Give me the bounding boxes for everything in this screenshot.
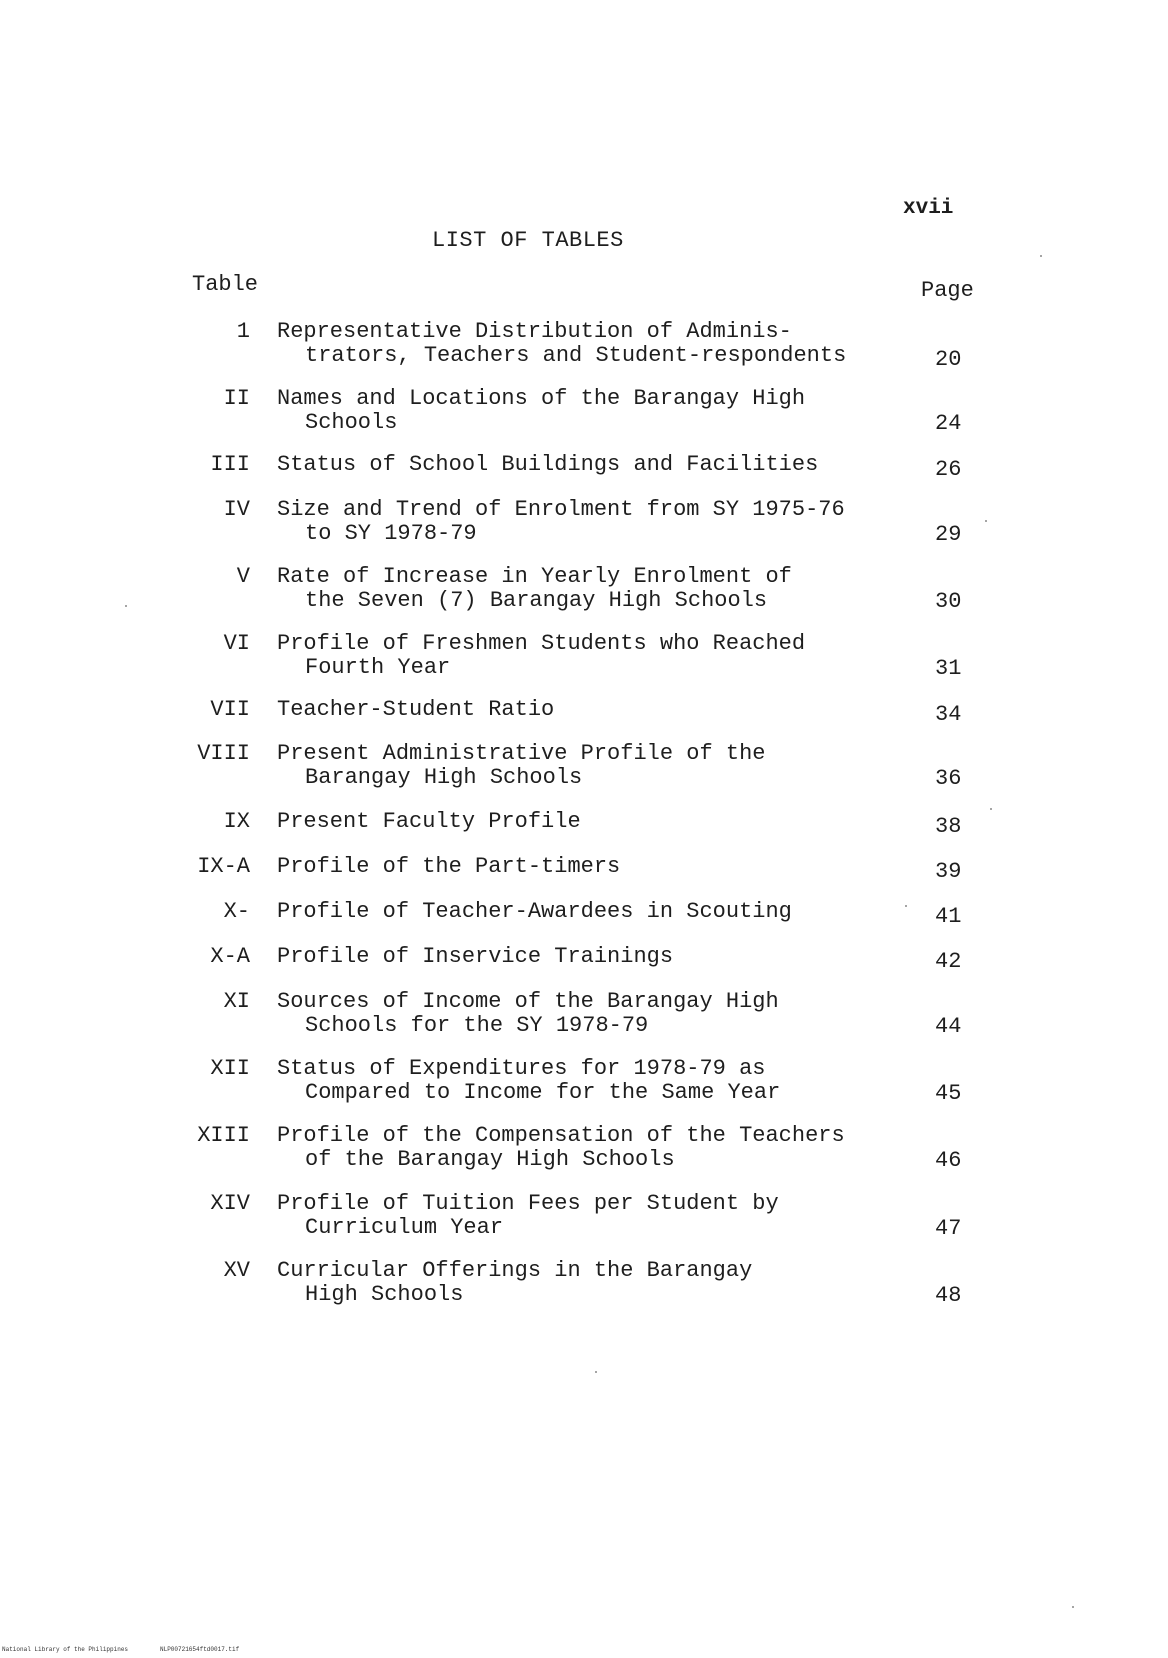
table-title-line1: Status of School Buildings and Facilities <box>277 452 819 477</box>
table-title-line2: of the Barangay High Schools <box>305 1147 675 1172</box>
table-page: 45 <box>935 1081 962 1106</box>
scan-speck <box>125 605 127 607</box>
table-title-line1: Profile of Inservice Trainings <box>277 944 674 969</box>
table-title-line1: Profile of the Part-timers <box>277 854 621 879</box>
table-title-line2: trators, Teachers and Student-respondents <box>305 343 847 368</box>
table-page: 44 <box>935 1014 962 1039</box>
table-page: 20 <box>935 347 962 372</box>
table-number: V <box>236 564 250 589</box>
table-title <box>277 742 897 790</box>
scan-speck <box>990 808 992 810</box>
table-title <box>277 900 897 924</box>
footer-source: National Library of the Philippines <box>2 1646 129 1653</box>
table-page: 39 <box>935 859 962 884</box>
table-number: 1 <box>236 319 250 344</box>
scan-speck <box>905 905 907 907</box>
table-number: XIII <box>197 1123 250 1148</box>
table-title <box>277 810 897 834</box>
table-title <box>277 1192 897 1240</box>
footer-filename: NLP00721654ftd0017.tif <box>160 1646 240 1653</box>
table-page: 31 <box>935 656 962 681</box>
table-page: 26 <box>935 457 962 482</box>
table-page: 47 <box>935 1216 962 1241</box>
table-title <box>277 1259 897 1307</box>
table-title-line1: Rate of Increase in Yearly Enrolment of <box>277 564 792 589</box>
table-number: XII <box>210 1056 250 1081</box>
table-page: 41 <box>935 904 962 929</box>
table-number: XIV <box>210 1191 250 1216</box>
table-title-line2: to SY 1978-79 <box>305 521 477 546</box>
table-title-line1: Curricular Offerings in the Barangay <box>277 1258 753 1283</box>
table-page: 42 <box>935 949 962 974</box>
table-page: 34 <box>935 702 962 727</box>
table-title <box>277 990 897 1038</box>
table-page: 29 <box>935 522 962 547</box>
table-title-line2: Fourth Year <box>305 655 451 680</box>
table-title-line1: Present Administrative Profile of the <box>277 741 766 766</box>
table-title-line1: Present Faculty Profile <box>277 809 581 834</box>
table-title-line2: Schools for the SY 1978-79 <box>305 1013 649 1038</box>
table-title-line1: Size and Trend of Enrolment from SY 1975-76 <box>277 497 845 522</box>
table-title <box>277 1124 897 1172</box>
table-number: III <box>210 452 250 477</box>
scan-speck <box>1040 255 1042 257</box>
table-number: VIII <box>197 741 250 766</box>
table-page: 46 <box>935 1148 962 1173</box>
scan-speck <box>1072 1606 1074 1608</box>
page-column-header: Page <box>921 278 974 303</box>
table-title <box>277 453 897 477</box>
table-title <box>277 1057 897 1105</box>
page-number: xvii <box>903 197 954 220</box>
table-page: 30 <box>935 589 962 614</box>
table-title-line1: Profile of Tuition Fees per Student by <box>277 1191 779 1216</box>
table-page: 24 <box>935 411 962 436</box>
table-number: II <box>223 386 250 411</box>
table-number: IX <box>223 809 250 834</box>
table-title-line2: the Seven (7) Barangay High Schools <box>305 588 768 613</box>
table-title-line1: Representative Distribution of Adminis- <box>277 319 792 344</box>
table-title <box>277 565 897 613</box>
table-title-line1: Names and Locations of the Barangay High <box>277 386 806 411</box>
table-title <box>277 498 897 546</box>
table-title-line1: Sources of Income of the Barangay High <box>277 989 779 1014</box>
table-title <box>277 632 897 680</box>
table-title-line2: Schools <box>305 410 398 435</box>
table-title-line1: Profile of the Compensation of the Teachers <box>277 1123 845 1148</box>
table-title-line2: Curriculum Year <box>305 1215 504 1240</box>
table-title <box>277 320 897 368</box>
table-title-line1: Status of Expenditures for 1978-79 as <box>277 1056 766 1081</box>
table-number: X-A <box>210 944 250 969</box>
table-number: IX-A <box>197 854 250 879</box>
table-page: 48 <box>935 1283 962 1308</box>
table-title-line1: Profile of Freshmen Students who Reached <box>277 631 806 656</box>
scan-speck <box>595 1371 597 1373</box>
table-page: 38 <box>935 814 962 839</box>
table-title-line1: Teacher-Student Ratio <box>277 697 555 722</box>
scan-speck <box>985 520 987 522</box>
table-number: VI <box>223 631 250 656</box>
table-number: XV <box>223 1258 250 1283</box>
table-title <box>277 945 897 969</box>
table-number: IV <box>223 497 250 522</box>
table-number: XI <box>223 989 250 1014</box>
table-title-line2: Barangay High Schools <box>305 765 583 790</box>
page-title: LIST OF TABLES <box>432 228 624 253</box>
table-title <box>277 855 897 879</box>
table-number: X- <box>223 899 250 924</box>
table-column-header: Table <box>192 272 259 297</box>
table-title-line2: Compared to Income for the Same Year <box>305 1080 781 1105</box>
table-number: VII <box>210 697 250 722</box>
table-title-line1: Profile of Teacher-Awardees in Scouting <box>277 899 792 924</box>
table-page: 36 <box>935 766 962 791</box>
table-title <box>277 698 897 722</box>
table-title <box>277 387 897 435</box>
table-title-line2: High Schools <box>305 1282 464 1307</box>
